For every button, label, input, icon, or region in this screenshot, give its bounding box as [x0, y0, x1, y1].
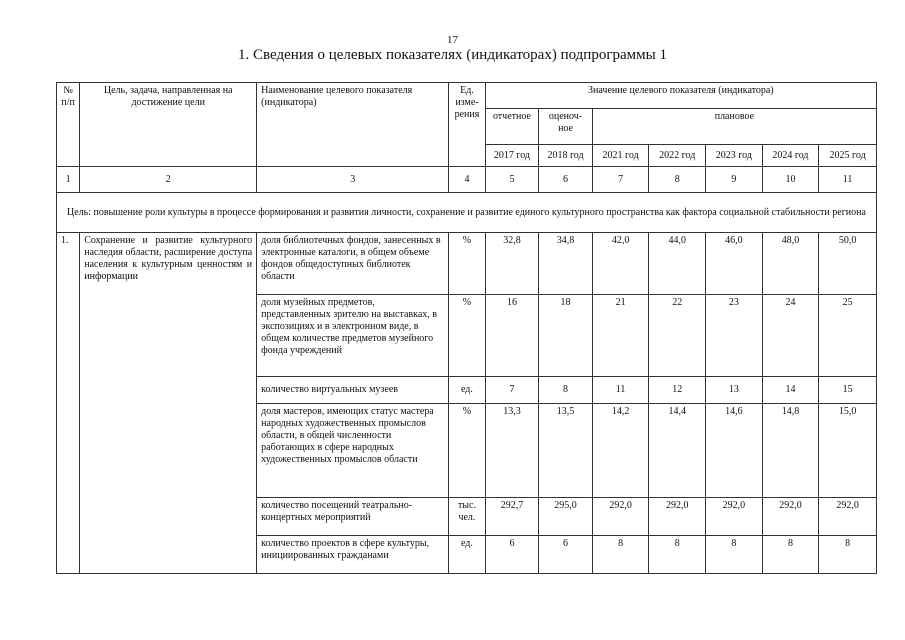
value-cell: 13,5 — [539, 404, 593, 498]
value-cell: 295,0 — [539, 498, 593, 536]
indicator-name: доля библиотечных фондов, занесенных в электронные каталоги, в общем объеме фондов общедоступных библиотек области — [257, 233, 449, 295]
value-cell: 8 — [819, 536, 877, 574]
task-text: Сохранение и развитие культурного наследия области, расширение доступа населения к культурным ценностям и информации — [80, 233, 257, 574]
value-cell: 292,0 — [762, 498, 819, 536]
task-num: 1. — [57, 233, 80, 574]
column-number: 8 — [649, 167, 706, 193]
indicator-unit: % — [449, 233, 485, 295]
value-cell: 15,0 — [819, 404, 877, 498]
column-number: 4 — [449, 167, 485, 193]
value-cell: 14 — [762, 377, 819, 404]
value-cell: 292,0 — [649, 498, 706, 536]
page-number: 17 — [447, 34, 458, 46]
indicators-table — [56, 82, 877, 574]
value-cell: 8 — [539, 377, 593, 404]
header-reporting: отчетное — [485, 109, 539, 145]
value-cell: 44,0 — [649, 233, 706, 295]
column-number: 2 — [80, 167, 257, 193]
value-cell: 15 — [819, 377, 877, 404]
header-year: 2021 год — [592, 145, 649, 167]
indicator-name: доля мастеров, имеющих статус мастера народных художественных промыслов области, в общей численности работающих в сфере народных художественных промыслов области — [257, 404, 449, 498]
column-number: 6 — [539, 167, 593, 193]
table-row — [57, 233, 877, 295]
column-number: 9 — [706, 167, 763, 193]
value-cell: 25 — [819, 295, 877, 377]
header-year: 2024 год — [762, 145, 819, 167]
value-cell: 14,6 — [706, 404, 763, 498]
value-cell: 46,0 — [706, 233, 763, 295]
value-cell: 23 — [706, 295, 763, 377]
value-cell: 8 — [649, 536, 706, 574]
value-cell: 14,2 — [592, 404, 649, 498]
value-cell: 6 — [485, 536, 539, 574]
goal-text: Цель: повышение роли культуры в процессе формирования и развития личности, сохранение и развитие единого культурного пространства как фактора социальной стабильности региона — [57, 193, 877, 233]
value-cell: 292,0 — [706, 498, 763, 536]
header-goal-task: Цель, задача, направленная на достижение цели — [80, 83, 257, 167]
page-title: 1. Сведения о целевых показателях (индикаторах) подпрограммы 1 — [238, 47, 667, 63]
indicator-unit: % — [449, 404, 485, 498]
header-year: 2023 год — [706, 145, 763, 167]
header-value-group: Значение целевого показателя (индикатора) — [485, 83, 876, 109]
value-cell: 7 — [485, 377, 539, 404]
value-cell: 11 — [592, 377, 649, 404]
header-planned: плановое — [592, 109, 876, 145]
value-cell: 22 — [649, 295, 706, 377]
value-cell: 32,8 — [485, 233, 539, 295]
value-cell: 18 — [539, 295, 593, 377]
value-cell: 292,0 — [819, 498, 877, 536]
header-year: 2018 год — [539, 145, 593, 167]
indicator-unit: % — [449, 295, 485, 377]
header-year: 2022 год — [649, 145, 706, 167]
header-year: 2025 год — [819, 145, 877, 167]
value-cell: 14,4 — [649, 404, 706, 498]
header-indicator-name: Наименование целевого показателя (индикатора) — [257, 83, 449, 167]
header-row — [57, 83, 877, 109]
header-estimated: оценоч-ное — [539, 109, 593, 145]
value-cell: 14,8 — [762, 404, 819, 498]
column-number: 11 — [819, 167, 877, 193]
value-cell: 50,0 — [819, 233, 877, 295]
indicator-unit: ед. — [449, 536, 485, 574]
value-cell: 21 — [592, 295, 649, 377]
value-cell: 8 — [706, 536, 763, 574]
column-number: 7 — [592, 167, 649, 193]
header-year: 2017 год — [485, 145, 539, 167]
goal-row — [57, 193, 877, 233]
value-cell: 13,3 — [485, 404, 539, 498]
value-cell: 8 — [762, 536, 819, 574]
column-number: 10 — [762, 167, 819, 193]
indicator-name: доля музейных предметов, представленных зрителю на выставках, в экспозициях и в электронном виде, в общем количестве предметов музейного фонда учреждений — [257, 295, 449, 377]
column-number: 5 — [485, 167, 539, 193]
value-cell: 292,0 — [592, 498, 649, 536]
value-cell: 13 — [706, 377, 763, 404]
value-cell: 48,0 — [762, 233, 819, 295]
value-cell: 6 — [539, 536, 593, 574]
value-cell: 16 — [485, 295, 539, 377]
indicator-unit: ед. — [449, 377, 485, 404]
value-cell: 292,7 — [485, 498, 539, 536]
indicator-name: количество виртуальных музеев — [257, 377, 449, 404]
column-number: 1 — [57, 167, 80, 193]
value-cell: 42,0 — [592, 233, 649, 295]
indicator-unit: тыс. чел. — [449, 498, 485, 536]
value-cell: 24 — [762, 295, 819, 377]
header-num: № п/п — [57, 83, 80, 167]
indicator-name: количество проектов в сфере культуры, инициированных гражданами — [257, 536, 449, 574]
value-cell: 34,8 — [539, 233, 593, 295]
header-unit: Ед. изме-рения — [449, 83, 485, 167]
value-cell: 12 — [649, 377, 706, 404]
column-number: 3 — [257, 167, 449, 193]
indicator-name: количество посещений театрально-концертных мероприятий — [257, 498, 449, 536]
column-numbers-row — [57, 167, 877, 193]
value-cell: 8 — [592, 536, 649, 574]
